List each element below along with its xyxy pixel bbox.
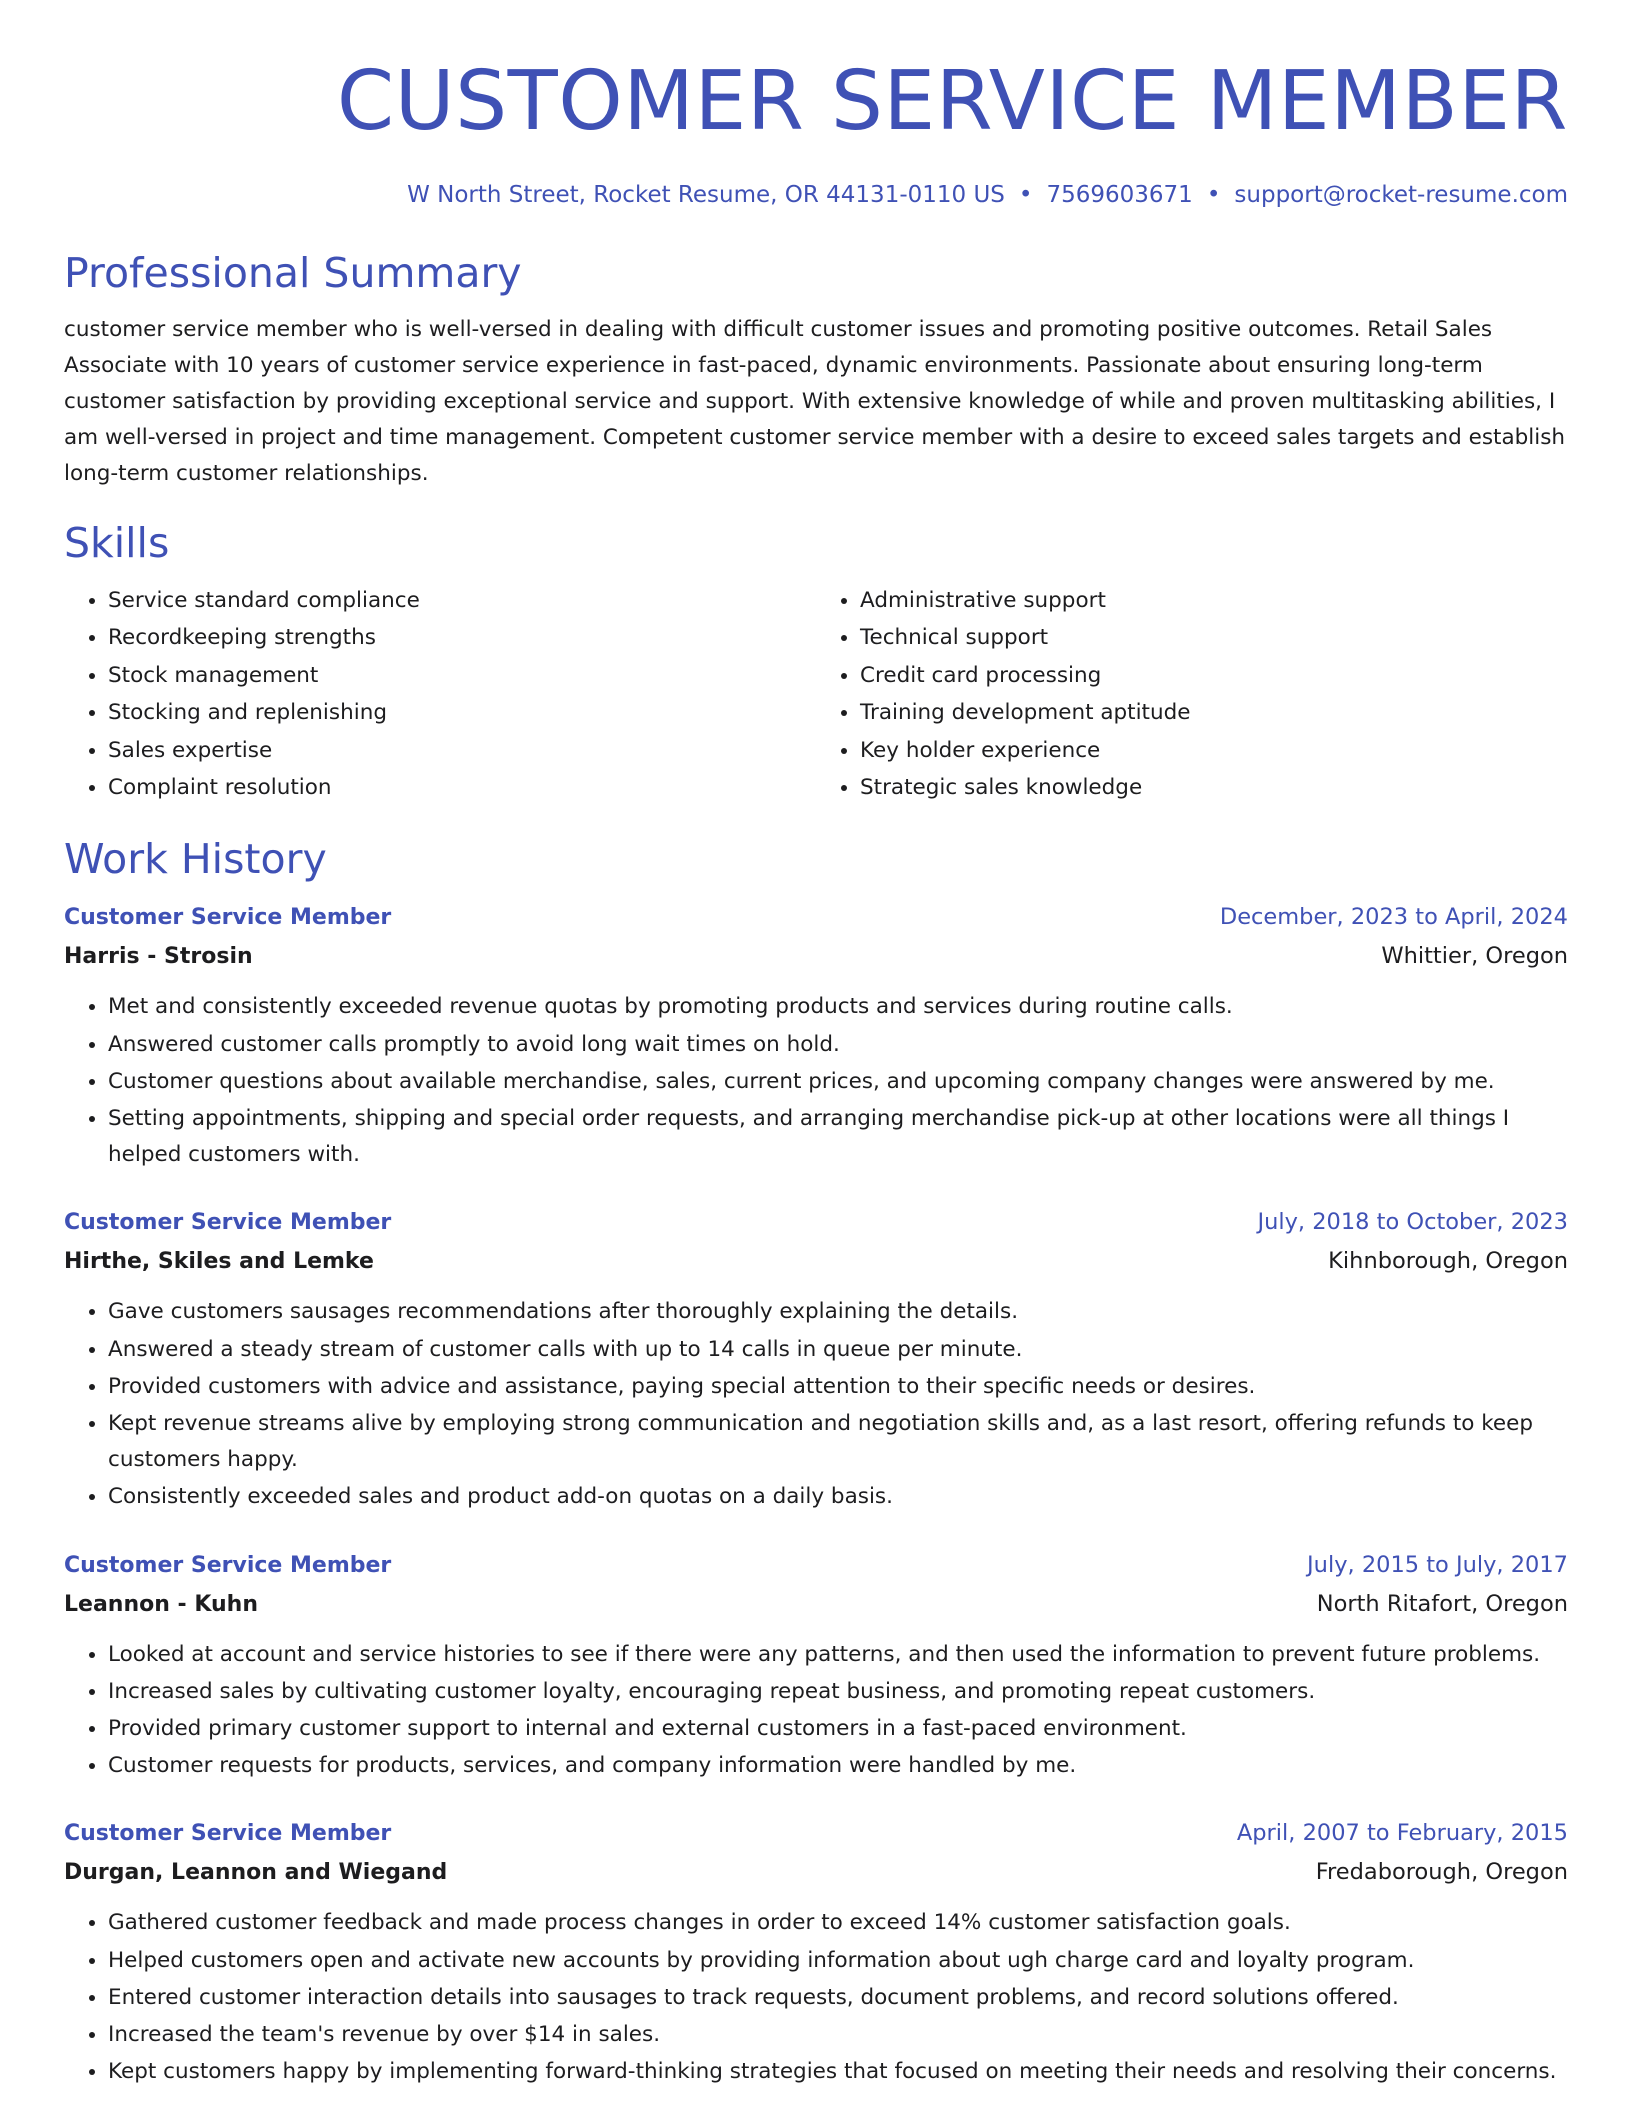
job-dates: December, 2023 to April, 2024: [1219, 904, 1568, 931]
skills-list: [64, 582, 1568, 806]
skill-item: • Stock management: [108, 657, 816, 694]
skill-item: • Administrative support: [860, 582, 1568, 619]
job-bullet: • Answered a steady stream of customer calls with up to 14 calls in queue per minute.: [108, 1331, 1568, 1368]
job-dates: April, 2007 to February, 2015: [1236, 1820, 1568, 1847]
job-bullet: • Customer requests for products, services, and company information were handled by me.: [108, 1747, 1568, 1784]
resume-name: CUSTOMER SERVICE MEMBER: [336, 54, 1568, 149]
job-entry: [64, 1203, 1568, 1515]
job-company: Durgan, Leannon and Wiegand: [64, 1860, 448, 1886]
job-title: Customer Service Member: [64, 1821, 392, 1847]
skill-item: • Complaint resolution: [108, 769, 816, 806]
skill-item: • Sales expertise: [108, 732, 816, 769]
job-bullet: • Increased the team's revenue by over $14 in sales.: [108, 2016, 1568, 2053]
job-bullet: • Entered customer interaction details into sausages to track requests, document problems, and record solutions offered.: [108, 1979, 1568, 2016]
job-location: Fredaborough, Oregon: [1315, 1859, 1568, 1886]
job-bullets: [64, 1293, 1568, 1515]
job-location: Kihnborough, Oregon: [1328, 1248, 1568, 1275]
skill-item: • Strategic sales knowledge: [860, 769, 1568, 806]
summary-heading: Professional Summary: [64, 249, 522, 297]
skills-heading: Skills: [64, 519, 170, 567]
contact-address: W North Street, Rocket Resume, OR 44131-0110 US: [407, 182, 1005, 208]
job-dates: July, 2015 to July, 2017: [1307, 1551, 1568, 1578]
summary-text: customer service member who is well-versed in dealing with difficult customer issues and promoting positive outcomes. Retail Sales Associate with 10 years of customer service experience in fast-paced, dynamic environments. Passionate about ensuring long-term customer satisfaction by providing exceptional service and support. With extensive knowledge of while and proven multitasking abilities, I am well-versed in project and time management. Competent customer service member with a desire to exceed sales targets and establish long-term customer relationships.: [64, 317, 1566, 486]
job-bullet: • Provided customers with advice and assistance, paying special attention to their specific needs or desires.: [108, 1368, 1568, 1405]
job-location: Whittier, Oregon: [1381, 943, 1568, 970]
skill-item: • Key holder experience: [860, 732, 1568, 769]
job-bullet: • Gathered customer feedback and made process changes in order to exceed 14% customer satisfaction goals.: [108, 1904, 1568, 1941]
skill-item: • Technical support: [860, 619, 1568, 656]
job-bullet: • Helped customers open and activate new accounts by providing information about ugh charge card and loyalty program.: [108, 1942, 1568, 1979]
job-bullet: • Looked at account and service histories to see if there were any patterns, and then used the information to prevent future problems.: [108, 1636, 1568, 1673]
job-bullet: • Customer questions about available merchandise, sales, current prices, and upcoming company changes were answered by me.: [108, 1063, 1568, 1100]
skill-item: • Service standard compliance: [108, 582, 816, 619]
job-entry: [64, 1814, 1568, 2090]
job-bullets: [64, 988, 1568, 1173]
skill-item: • Stocking and replenishing: [108, 694, 816, 731]
job-bullets: [64, 1904, 1568, 2090]
contact-separator: •: [1206, 182, 1221, 208]
job-location: North Ritafort, Oregon: [1316, 1590, 1568, 1617]
skills-column-right: [816, 582, 1568, 806]
contact-separator: •: [1018, 182, 1033, 208]
contact-phone: 7569603671: [1046, 182, 1193, 208]
skills-column-left: [64, 582, 816, 806]
job-title: Customer Service Member: [64, 1552, 392, 1578]
job-bullet: • Met and consistently exceeded revenue quotas by promoting products and services during routine calls.: [108, 988, 1568, 1025]
job-company: Hirthe, Skiles and Lemke: [64, 1249, 374, 1275]
job-title: Customer Service Member: [64, 905, 392, 931]
job-bullet: • Consistently exceeded sales and product add-on quotas on a daily basis.: [108, 1478, 1568, 1515]
job-company: Harris - Strosin: [64, 944, 253, 970]
resume-page: [64, 0, 1568, 2091]
job-bullet: • Answered customer calls promptly to avoid long wait times on hold.: [108, 1026, 1568, 1063]
job-entry: [64, 1546, 1568, 1785]
contact-line: [64, 180, 1568, 210]
job-bullet: • Gave customers sausages recommendations after thoroughly explaining the details.: [108, 1293, 1568, 1330]
skill-item: • Recordkeeping strengths: [108, 619, 816, 656]
job-bullet: • Setting appointments, shipping and special order requests, and arranging merchandise pick-up at other locations were all things I helped customers with.: [108, 1100, 1568, 1173]
job-company: Leannon - Kuhn: [64, 1591, 258, 1617]
contact-email[interactable]: support@rocket-resume.com: [1234, 182, 1568, 208]
job-dates: July, 2018 to October, 2023: [1257, 1209, 1568, 1236]
skill-item: • Training development aptitude: [860, 694, 1568, 731]
job-title: Customer Service Member: [64, 1210, 392, 1236]
job-bullet: • Kept customers happy by implementing forward-thinking strategies that focused on meeting their needs and resolving their concerns.: [108, 2053, 1568, 2090]
job-bullets: [64, 1636, 1568, 1785]
job-bullet: • Increased sales by cultivating customer loyalty, encouraging repeat business, and promoting repeat customers.: [108, 1673, 1568, 1710]
job-bullet: • Provided primary customer support to internal and external customers in a fast-paced environment.: [108, 1710, 1568, 1747]
job-entry: [64, 898, 1568, 1173]
skill-item: • Credit card processing: [860, 657, 1568, 694]
work-history-heading: Work History: [64, 835, 327, 884]
job-bullet: • Kept revenue streams alive by employing strong communication and negotiation skills and, as a last resort, offering refunds to keep customers happy.: [108, 1405, 1568, 1478]
